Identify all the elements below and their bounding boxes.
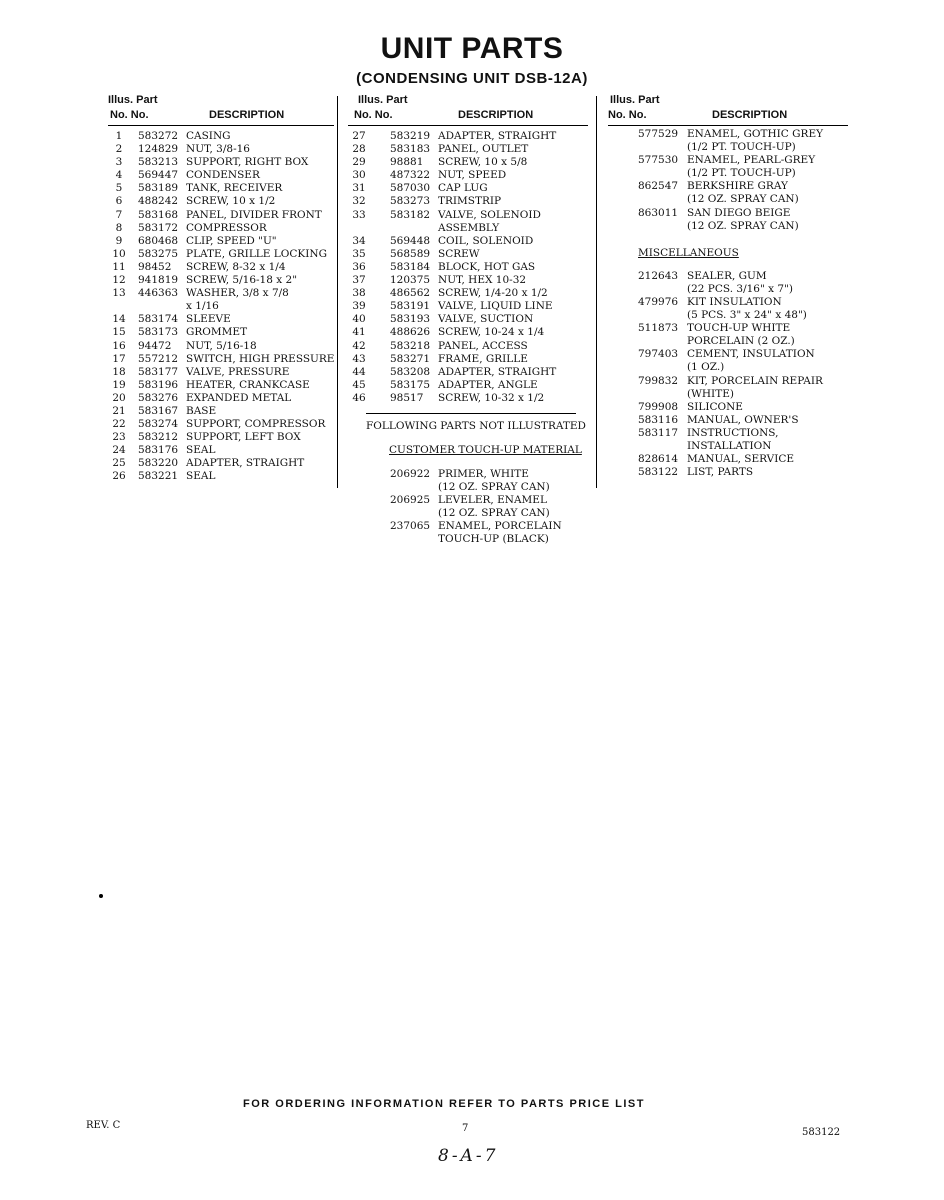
part-description: PANEL, OUTLET [438,143,529,156]
part-number: 583117 [638,426,679,439]
part-number: 583177 [138,365,179,378]
part-description: CASING [186,130,231,142]
part-number: 583196 [138,378,179,391]
table-row [608,128,848,141]
illus-no: 20 [112,391,126,404]
handwritten-page-ref: 8-A-7 [438,1146,499,1166]
table-row [348,235,588,248]
part-description: VALVE, SOLENOID [438,208,541,221]
part-number: 583219 [390,130,431,142]
part-number: 583212 [138,431,179,444]
part-description: SUPPORT, RIGHT BOX [186,156,309,169]
part-number: 583122 [638,466,679,479]
part-number: 583173 [138,326,179,339]
part-number: 206922 [390,467,431,480]
illus-no: 33 [352,208,366,221]
part-number: 583273 [390,195,431,208]
part-number: 488626 [390,326,431,339]
illus-no: 39 [352,300,366,313]
part-description: SCREW, 10-32 x 1/2 [438,391,545,404]
illus-no: 34 [352,234,366,247]
part-description: x 1/16 [186,300,219,313]
table-row [348,507,588,520]
part-number: 446363 [138,287,179,300]
part-number: 583191 [390,300,431,313]
part-description: TANK, RECEIVER [186,182,283,195]
part-number: 583182 [390,208,431,221]
table-row [108,195,334,208]
part-number: 120375 [390,274,431,287]
table-row [608,309,848,322]
part-number: 487322 [390,169,431,182]
illus-no: 2 [115,143,123,156]
part-number: 583175 [390,378,431,391]
table-row [348,274,588,287]
section-rule [366,413,576,414]
illus-no: 7 [115,208,123,221]
part-description: PANEL, ACCESS [438,339,528,352]
part-description: (12 OZ. SPRAY CAN) [687,219,799,232]
header-description: DESCRIPTION [209,109,285,121]
part-number: 583276 [138,391,179,404]
page-title: UNIT PARTS [380,32,564,65]
part-description: TRIMSTRIP [438,195,502,208]
customer-heading: CUSTOMER TOUCH-UP MATERIAL [389,443,582,456]
table-row [348,195,588,208]
table-row [348,392,588,405]
table-row [108,300,334,313]
part-description: SWITCH, HIGH PRESSURE [186,352,335,365]
part-number: 557212 [138,352,179,365]
part-number: 583208 [390,365,431,378]
table-row [348,169,588,182]
illus-no: 28 [352,143,366,156]
part-description: TOUCH-UP (BLACK) [438,533,549,546]
table-row [348,222,588,235]
table-row [608,440,848,453]
part-description: KIT INSULATION [687,295,782,308]
part-number: 680468 [138,234,179,247]
table-row [108,418,334,431]
table-row [348,468,588,481]
part-description: (WHITE) [687,387,734,400]
illus-no: 17 [112,352,126,365]
part-description: SEAL [186,444,216,457]
following-note: FOLLOWING PARTS NOT ILLUSTRATED [366,419,586,432]
part-description: PORCELAIN (2 OZ.) [687,335,795,348]
part-number: 941819 [138,274,179,287]
table-row [348,326,588,339]
part-description: PLATE, GRILLE LOCKING [186,247,327,260]
table-row [348,533,588,546]
part-description: SILICONE [687,400,743,413]
part-number: 577529 [638,128,679,140]
table-row [608,141,848,154]
illus-no: 6 [115,195,123,208]
illus-no: 24 [112,444,126,457]
parts-column-2 [348,94,588,547]
table-row [608,375,848,388]
table-row [108,353,334,366]
header-no-no: No. No. [110,109,149,121]
table-row [108,340,334,353]
illus-no: 10 [112,247,126,260]
part-number: 583271 [390,352,431,365]
header-illus-part: Illus. Part [358,94,408,106]
part-number: 583168 [138,208,179,221]
part-number: 569447 [138,169,179,182]
part-description: INSTRUCTIONS, [687,426,779,439]
table-row [108,209,334,222]
illus-no: 4 [115,169,123,182]
part-description: BERKSHIRE GRAY [687,180,788,193]
part-description: SCREW [438,247,480,260]
part-description: ADAPTER, STRAIGHT [438,365,557,378]
table-row [348,340,588,353]
illus-no: 43 [352,352,366,365]
part-description: GROMMET [186,326,248,339]
header-no-no: No. No. [354,109,393,121]
part-description: (5 PCS. 3" x 24" x 48") [687,309,807,322]
illus-no: 41 [352,326,366,339]
illus-no: 18 [112,365,126,378]
part-number: 479976 [638,295,679,308]
part-description: CLIP, SPEED "U" [186,234,277,247]
part-number: 569448 [390,234,431,247]
table-row [108,235,334,248]
table-row [348,182,588,195]
part-number: 237065 [390,520,431,533]
part-number: 828614 [638,453,679,466]
parts-list [108,126,334,484]
illus-no: 36 [352,260,366,273]
part-number: 568589 [390,247,431,260]
illus-no: 40 [352,313,366,326]
part-description: ENAMEL, PEARL-GREY [687,154,816,167]
illus-no: 42 [352,339,366,352]
illus-no: 32 [352,195,366,208]
table-row [608,193,848,206]
illus-no: 19 [112,378,126,391]
part-number: 583184 [390,260,431,273]
part-number: 583274 [138,418,179,431]
table-row [608,427,848,440]
part-description: ASSEMBLY [438,221,500,234]
table-row [348,143,588,156]
part-description: ENAMEL, GOTHIC GREY [687,128,824,140]
part-description: SEAL [186,470,216,483]
table-row [348,300,588,313]
part-description: SCREW, 10-24 x 1/4 [438,326,545,339]
part-description: SCREW, 10 x 5/8 [438,156,528,169]
part-number: 583218 [390,339,431,352]
part-description: ADAPTER, STRAIGHT [438,130,557,142]
parts-column-1 [108,94,334,484]
illus-no: 23 [112,431,126,444]
part-description: ADAPTER, STRAIGHT [186,457,305,470]
part-description: VALVE, SUCTION [438,313,534,326]
table-row [608,296,848,309]
part-description: EXPANDED METAL [186,391,292,404]
illus-no: 37 [352,274,366,287]
part-description: SUPPORT, LEFT BOX [186,431,301,444]
illus-no: 15 [112,326,126,339]
table-row [348,130,588,143]
part-number: 797403 [638,348,679,361]
part-number: 583189 [138,182,179,195]
header-illus-part: Illus. Part [610,94,660,106]
part-number: 583176 [138,444,179,457]
illus-no: 44 [352,365,366,378]
header-no-no: No. No. [608,109,647,121]
table-row [608,348,848,361]
misc-list [608,270,848,480]
table-row [348,481,588,494]
part-number: 583220 [138,457,179,470]
part-description: WASHER, 3/8 x 7/8 [186,287,289,300]
illus-no: 22 [112,418,126,431]
part-description: SEALER, GUM [687,269,767,282]
table-row [108,274,334,287]
column-header [608,94,848,124]
table-row [608,388,848,401]
part-number: 583221 [138,470,179,483]
part-description: NUT, HEX 10-32 [438,274,527,287]
illus-no: 45 [352,378,366,391]
table-row [108,182,334,195]
part-number: 799832 [638,374,679,387]
table-row [608,220,848,233]
part-number: 583183 [390,143,431,156]
illus-no: 29 [352,156,366,169]
document-number: 583122 [802,1127,841,1138]
table-row [108,326,334,339]
table-row [608,270,848,283]
part-description: CONDENSER [186,169,260,182]
table-row [348,248,588,261]
part-description: LIST, PARTS [687,466,754,479]
illus-no: 14 [112,313,126,326]
part-number: 583272 [138,130,179,142]
table-row [348,353,588,366]
part-description: COMPRESSOR [186,221,267,234]
part-description: SUPPORT, COMPRESSOR [186,418,326,431]
table-row [108,130,334,143]
part-description: SCREW, 8-32 x 1/4 [186,260,286,273]
table-row [108,444,334,457]
part-number: 98881 [390,156,424,169]
part-description: (1/2 PT. TOUCH-UP) [687,167,796,180]
table-row [108,156,334,169]
footer-note: FOR ORDERING INFORMATION REFER TO PARTS PRICE LIST [243,1098,645,1110]
part-number: 799908 [638,400,679,413]
illus-no: 12 [112,274,126,287]
part-number: 583213 [138,156,179,169]
table-row [608,361,848,374]
part-description: SCREW, 1/4-20 x 1/2 [438,287,548,300]
revision-label: REV. C [86,1120,121,1131]
part-number: 583172 [138,221,179,234]
part-description: MANUAL, OWNER'S [687,413,799,426]
part-description: NUT, 5/16-18 [186,339,257,352]
illus-no: 30 [352,169,366,182]
table-row [108,143,334,156]
misc-heading: MISCELLANEOUS [638,246,739,259]
table-row [608,466,848,479]
table-row [108,470,334,483]
table-row [108,366,334,379]
illus-no: 13 [112,287,126,300]
part-description: INSTALLATION [687,439,772,452]
part-number: 486562 [390,287,431,300]
part-description: PANEL, DIVIDER FRONT [186,208,322,221]
part-number: 511873 [638,322,679,335]
page-subtitle: (CONDENSING UNIT DSB-12A) [356,70,588,87]
illus-no: 38 [352,287,366,300]
illus-no: 35 [352,247,366,260]
table-row [108,261,334,274]
part-description: SLEEVE [186,313,231,326]
part-description: ENAMEL, PORCELAIN [438,520,562,533]
part-number: 98517 [390,391,424,404]
part-description: (12 OZ. SPRAY CAN) [438,507,550,520]
table-row [608,207,848,220]
table-row [608,453,848,466]
header-description: DESCRIPTION [458,109,534,121]
part-description: HEATER, CRANKCASE [186,378,310,391]
table-row [108,222,334,235]
table-row [608,154,848,167]
parts-column-3 [608,94,848,479]
illus-no: 8 [115,221,123,234]
part-number: 206925 [390,494,431,507]
part-number: 583167 [138,404,179,417]
table-row [348,261,588,274]
table-row [108,392,334,405]
table-row [348,379,588,392]
table-row [608,414,848,427]
header-description: DESCRIPTION [712,109,788,121]
table-row [608,180,848,193]
part-number: 862547 [638,180,679,193]
part-description: TOUCH-UP WHITE [687,322,791,335]
illus-no: 9 [115,234,123,247]
parts-list [348,126,588,405]
table-row [608,335,848,348]
illus-no: 21 [112,404,126,417]
column-divider [596,96,597,488]
part-description: KIT, PORCELAIN REPAIR [687,374,823,387]
part-description: SCREW, 5/16-18 x 2" [186,274,298,287]
table-row [348,313,588,326]
part-number: 94472 [138,339,172,352]
part-number: 587030 [390,182,431,195]
illus-no: 27 [352,130,366,142]
part-description: LEVELER, ENAMEL [438,494,547,507]
table-row [348,287,588,300]
part-description: VALVE, LIQUID LINE [438,300,553,313]
table-row [108,379,334,392]
part-number: 583193 [390,313,431,326]
part-description: BLOCK, HOT GAS [438,260,536,273]
page-number: 7 [462,1123,469,1134]
part-description: MANUAL, SERVICE [687,453,795,466]
header-illus-part: Illus. Part [108,94,158,106]
table-row [108,405,334,418]
illus-no: 26 [112,470,126,483]
part-number: 577530 [638,154,679,167]
table-row [108,248,334,261]
illus-no: 46 [352,391,366,404]
illus-no: 1 [115,130,123,142]
illus-no: 3 [115,156,123,169]
part-number: 583174 [138,313,179,326]
part-number: 583116 [638,413,679,426]
table-row [108,457,334,470]
part-description: CEMENT, INSULATION [687,348,815,361]
part-description: (22 PCS. 3/16" x 7") [687,282,793,295]
table-row [608,283,848,296]
part-number: 488242 [138,195,179,208]
part-number: 863011 [638,206,679,219]
table-row [608,322,848,335]
table-row [348,156,588,169]
part-description: SCREW, 10 x 1/2 [186,195,276,208]
part-number: 583275 [138,247,179,260]
table-row [608,401,848,414]
part-description: (12 OZ. SPRAY CAN) [687,193,799,206]
part-description: FRAME, GRILLE [438,352,528,365]
part-description: SAN DIEGO BEIGE [687,206,791,219]
illus-no: 11 [112,260,126,273]
part-number: 212643 [638,269,679,282]
table-row [348,209,588,222]
column-header [348,94,588,124]
table-row [108,313,334,326]
table-row [348,366,588,379]
part-description: (1/2 PT. TOUCH-UP) [687,141,796,154]
table-row [608,167,848,180]
part-description: ADAPTER, ANGLE [438,378,538,391]
touchup-list [608,126,848,233]
part-number: 124829 [138,143,179,156]
column-header [108,94,334,124]
part-description: VALVE, PRESSURE [186,365,290,378]
part-description: CAP LUG [438,182,488,195]
table-row [348,494,588,507]
illus-no: 25 [112,457,126,470]
illus-no: 5 [115,182,123,195]
scan-speck [99,894,103,898]
table-row [348,520,588,533]
part-description: (1 OZ.) [687,361,725,374]
column-divider [337,96,338,488]
part-description: NUT, SPEED [438,169,507,182]
part-description: PRIMER, WHITE [438,467,529,480]
part-description: COIL, SOLENOID [438,234,534,247]
part-description: (12 OZ. SPRAY CAN) [438,481,550,494]
table-row [108,287,334,300]
part-number: 98452 [138,260,172,273]
illus-no: 31 [352,182,366,195]
table-row [108,169,334,182]
part-description: NUT, 3/8-16 [186,143,250,156]
illus-no: 16 [112,339,126,352]
part-description: BASE [186,404,217,417]
table-row [108,431,334,444]
customer-list [348,468,588,547]
